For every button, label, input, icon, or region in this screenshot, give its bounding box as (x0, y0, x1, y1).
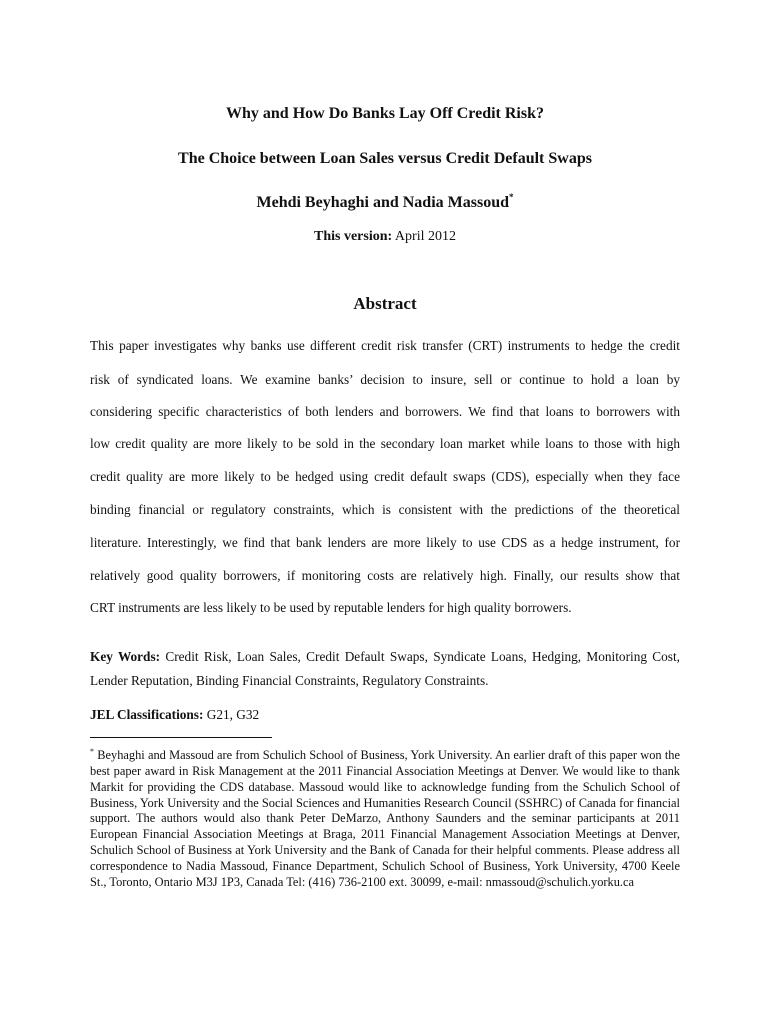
footnote (90, 744, 680, 890)
abstract-line: credit quality are more likely to be hedged using credit default swaps (CDS), especially when they face (90, 469, 680, 484)
version-line (0, 229, 770, 245)
abstract-line: low credit quality are more likely to be sold in the secondary loan market while loans to those with high (90, 436, 680, 451)
footnote-text: Beyhaghi and Massoud are from Schulich School of Business, York University. An earlier draft of this paper won the best paper award in Risk Management at the 2011 Financial Association Meetings at Denver. We would like to thank Markit for providing the CDS database. Massoud would like to acknowledge funding from the Schulich School of Business, York University and the Social Sciences and Humanities Research Council (SSHRC) of Canada for financial support. The authors would also thank Peter DeMarzo, Anthony Saunders and the seminar participants at 2011 European Financial Association Meetings at Braga, 2011 Financial Management Association Meetings at Denver, Schulich School of Business at York University and the Bank of Canada for their helpful comments. Please address all correspondence to Nadia Massoud, Finance Department, Schulich School of Business, York University, 4700 Keele St., Toronto, Ontario M3J 1P3, Canada Tel: (416) 736-2100 ext. 30099, e-mail: nmassoud@schulich.yorku.ca (90, 748, 680, 889)
abstract-line: risk of syndicated loans. We examine banks’ decision to insure, sell or continue to hold a loan by (90, 372, 680, 387)
abstract-line: CRT instruments are less likely to be used by reputable lenders for high quality borrowers. (90, 600, 572, 615)
footnote-divider (90, 737, 272, 738)
jel-text: G21, G32 (206, 707, 260, 722)
abstract-line: relatively good quality borrowers, if monitoring costs are relatively high. Finally, our results show that (90, 568, 680, 583)
jel-label: JEL Classifications: (90, 707, 204, 722)
abstract-line: binding financial or regulatory constraints, which is consistent with the predictions of the theoretical (90, 502, 680, 517)
jel-classifications (90, 707, 680, 723)
keywords-label: Key Words: (90, 649, 161, 664)
abstract-line: This paper investigates why banks use different credit risk transfer (CRT) instruments to hedge the credit (90, 338, 680, 353)
abstract-line: literature. Interestingly, we find that bank lenders are more likely to use CDS as a hedge instrument, for (90, 535, 680, 550)
author-footnote-mark: * (509, 192, 514, 202)
version-value: April 2012 (394, 229, 456, 244)
abstract-heading: Abstract (353, 294, 417, 313)
footnote-mark: * (90, 747, 94, 756)
keywords-text: Credit Risk, Loan Sales, Credit Default Swaps, Syndicate Loans, Hedging, Monitoring Cost, Lender Reputation, Binding Financial Constraints, Regulatory Constraints. (90, 649, 680, 688)
paper-title: Why and How Do Banks Lay Off Credit Risk? (226, 105, 544, 122)
abstract-line: considering specific characteristics of both lenders and borrowers. We find that loans to borrowers with (90, 404, 680, 419)
version-label: This version: (314, 229, 393, 244)
authors: Mehdi Beyhaghi and Nadia Massoud (256, 194, 509, 211)
paper-subtitle: The Choice between Loan Sales versus Credit Default Swaps (178, 150, 592, 167)
keywords (90, 645, 680, 693)
author-line (0, 194, 770, 212)
